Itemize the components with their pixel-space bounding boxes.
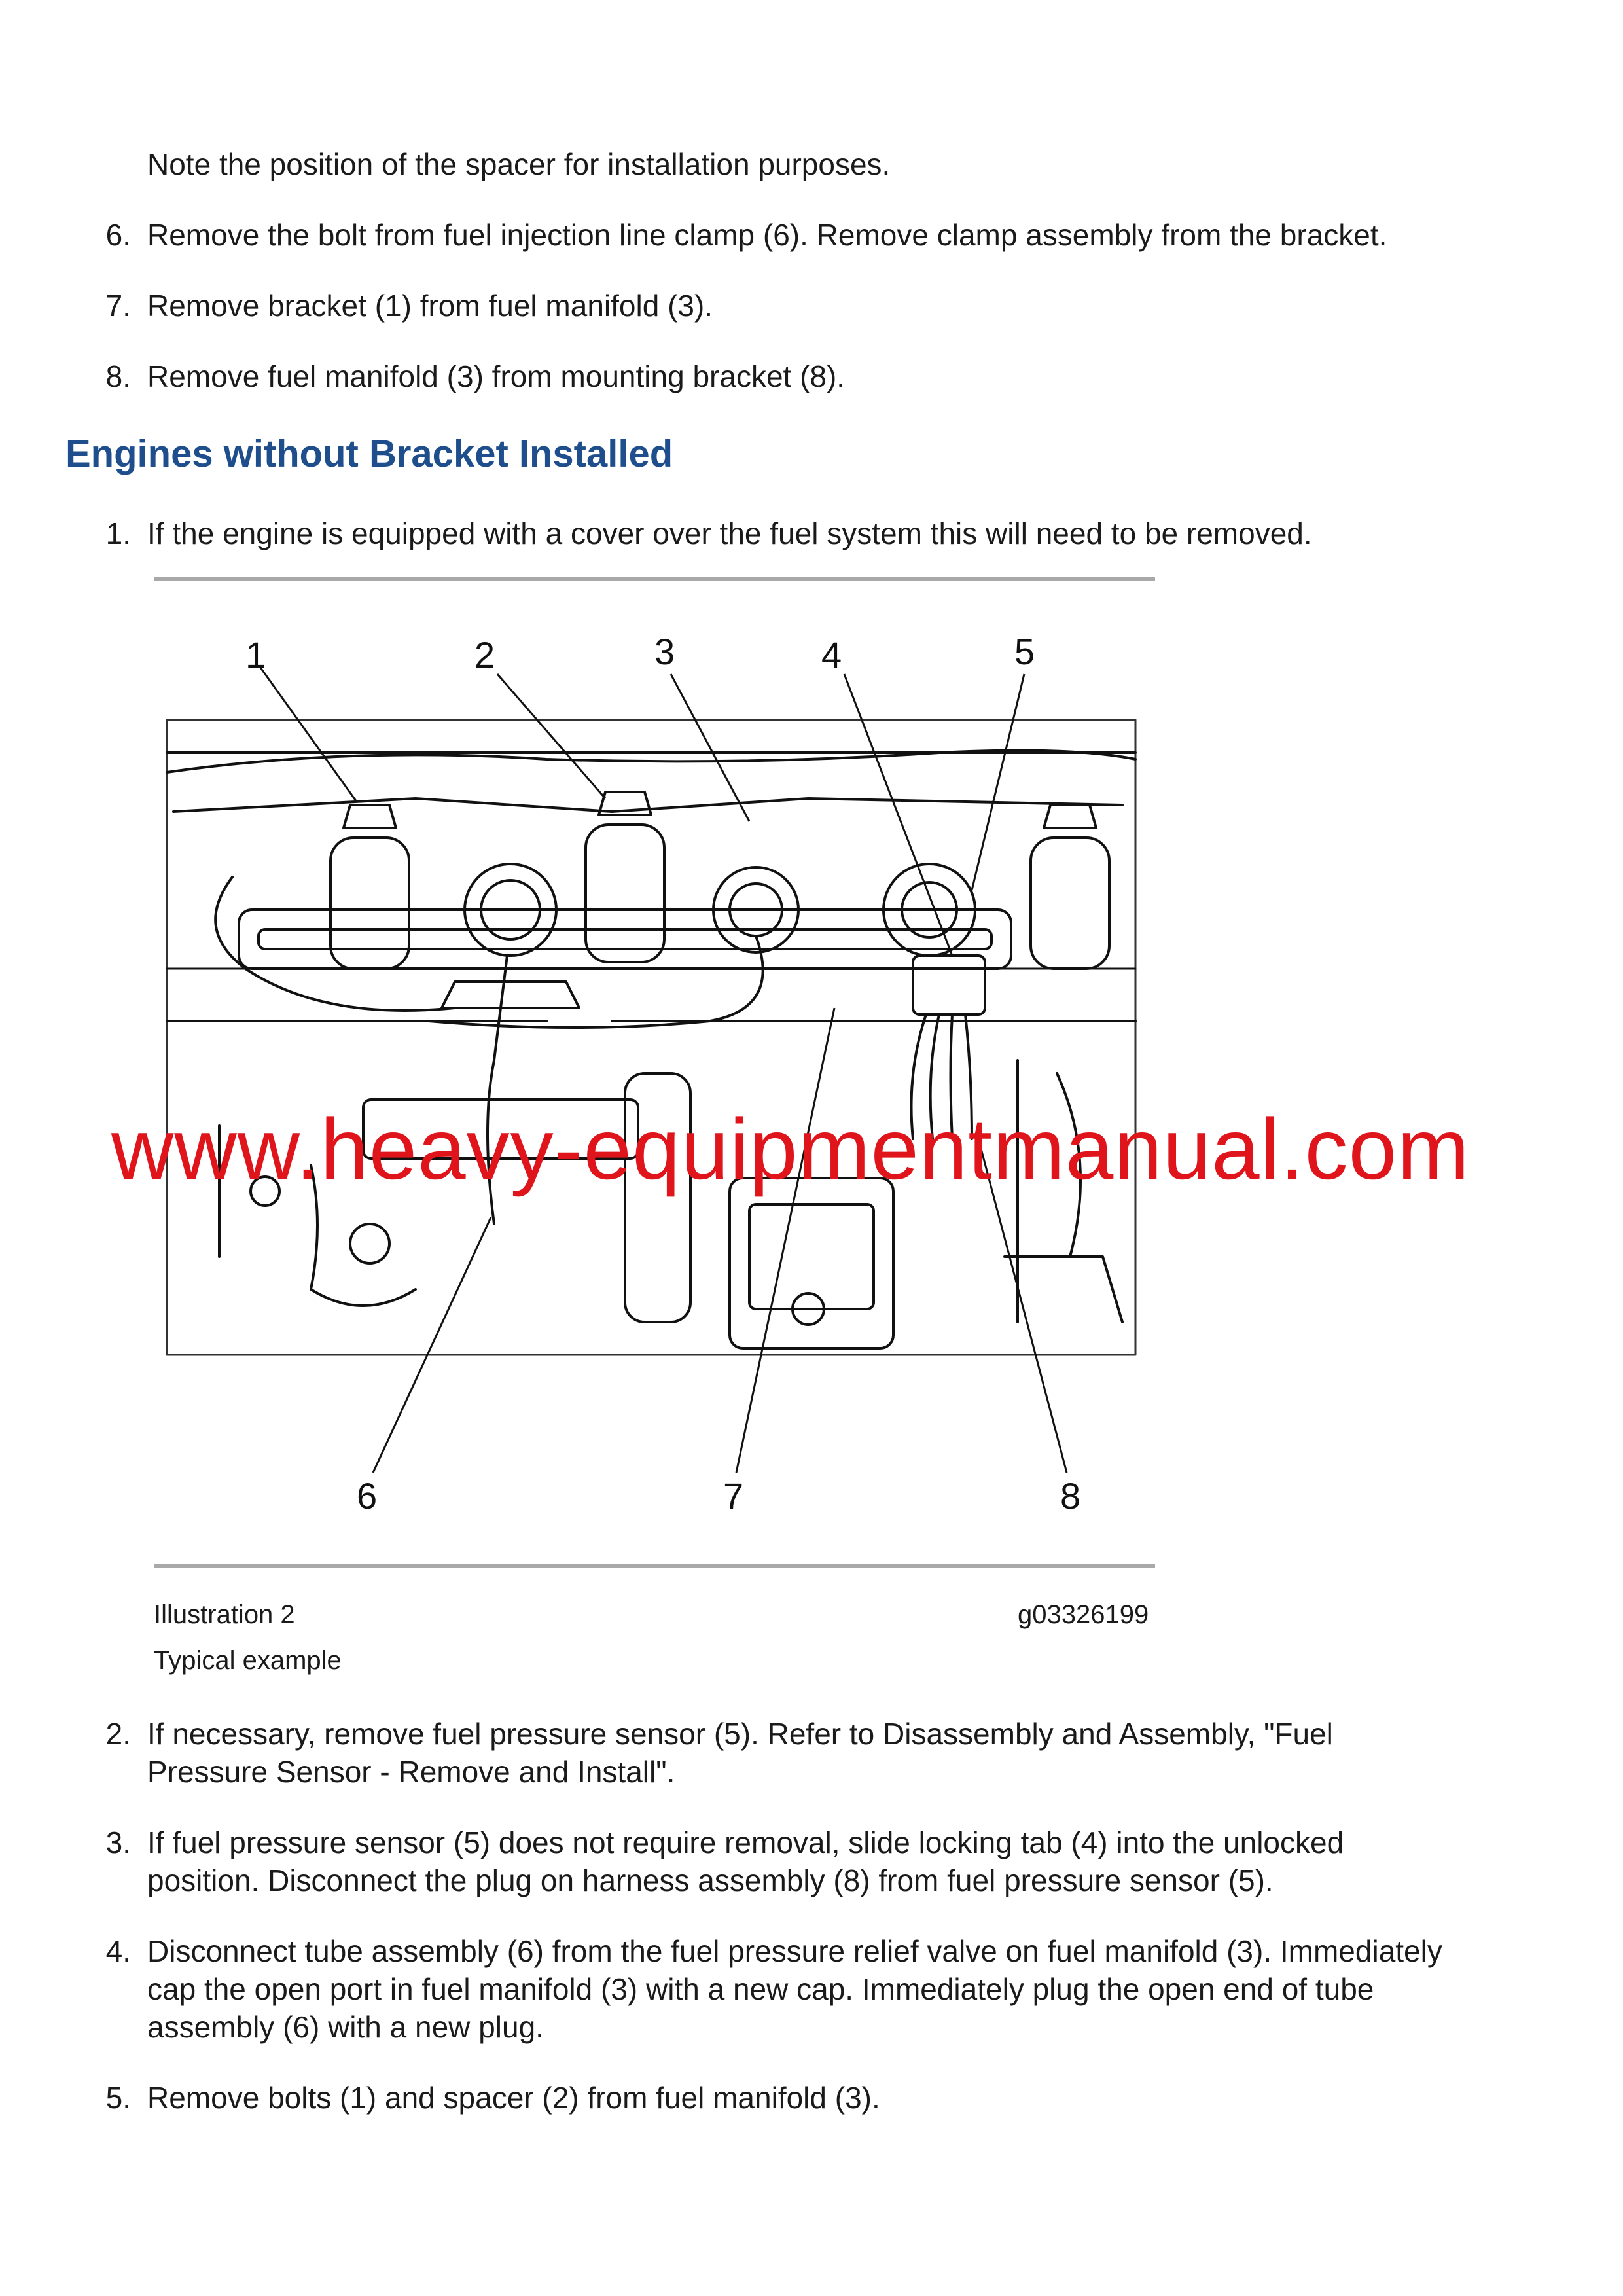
step-text: If fuel pressure sensor (5) does not require removal, slide locking tab (4) into the unlocked xyxy=(147,1825,1344,1859)
step-number: 5. xyxy=(105,2081,131,2115)
step-text: assembly (6) with a new plug. xyxy=(147,2010,544,2044)
step-text: Remove the bolt from fuel injection line clamp (6). Remove clamp assembly from the bracket. xyxy=(147,218,1387,252)
engine-illustration xyxy=(154,602,1155,1518)
callout-4: 4 xyxy=(821,634,842,675)
figure-bottom-rule xyxy=(154,1564,1155,1568)
callout-3: 3 xyxy=(654,631,675,672)
callout-5: 5 xyxy=(1014,631,1035,672)
illustration-id: g03326199 xyxy=(1018,1600,1149,1629)
section-heading: Engines without Bracket Installed xyxy=(65,433,673,475)
step-number: 2. xyxy=(105,1717,131,1751)
figure-top-rule xyxy=(154,577,1155,581)
step-number: 4. xyxy=(105,1934,131,1968)
illustration-label: Illustration 2 xyxy=(154,1600,295,1629)
step-number: 7. xyxy=(105,289,131,323)
watermark-link[interactable]: www.heavy-equipmentmanual.com xyxy=(111,1101,1470,1197)
callout-2: 2 xyxy=(474,634,495,675)
top-note: Note the position of the spacer for installation purposes. xyxy=(147,147,891,181)
callout-1: 1 xyxy=(245,634,266,675)
step-number: 6. xyxy=(105,218,131,252)
callout-6: 6 xyxy=(357,1475,378,1516)
step-number: 8. xyxy=(105,359,131,393)
step-text: Pressure Sensor - Remove and Install". xyxy=(147,1755,675,1789)
step-number: 1. xyxy=(105,516,131,550)
step-text: Disconnect tube assembly (6) from the fuel pressure relief valve on fuel manifold (3). Immediately xyxy=(147,1934,1442,1968)
step-text: cap the open port in fuel manifold (3) with a new cap. Immediately plug the open end of tube xyxy=(147,1972,1374,2006)
callout-8: 8 xyxy=(1060,1475,1081,1516)
step-text: Remove bolts (1) and spacer (2) from fuel manifold (3). xyxy=(147,2081,880,2115)
step-number: 3. xyxy=(105,1825,131,1859)
callout-7: 7 xyxy=(723,1475,744,1516)
step-text: If necessary, remove fuel pressure sensor (5). Refer to Disassembly and Assembly, "Fuel xyxy=(147,1717,1333,1751)
step-text: Remove fuel manifold (3) from mounting bracket (8). xyxy=(147,359,846,393)
step-text: If the engine is equipped with a cover over the fuel system this will need to be removed. xyxy=(147,516,1312,550)
illustration-caption: Typical example xyxy=(154,1646,342,1675)
step-text: Remove bracket (1) from fuel manifold (3). xyxy=(147,289,713,323)
step-text: position. Disconnect the plug on harness assembly (8) from fuel pressure sensor (5). xyxy=(147,1863,1274,1897)
